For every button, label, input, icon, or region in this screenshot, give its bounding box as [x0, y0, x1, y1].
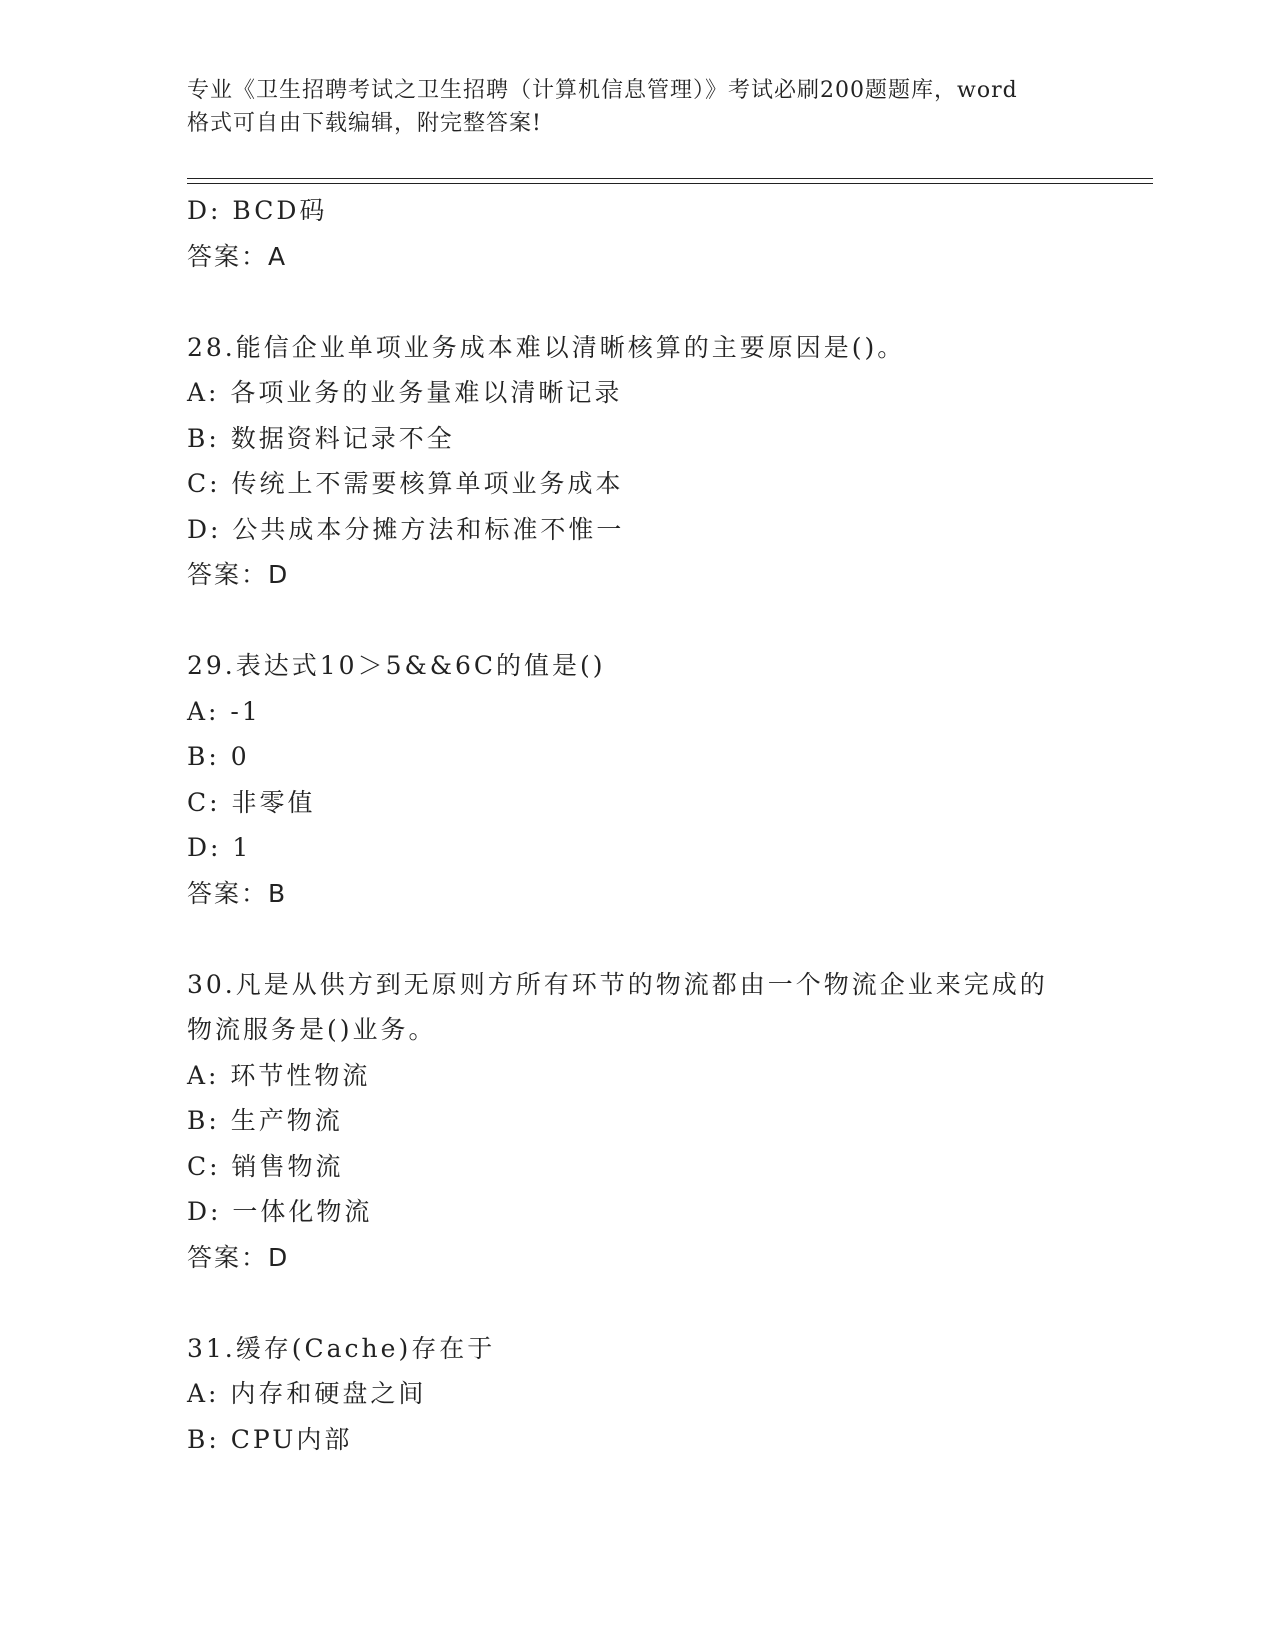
question-stem: 29.表达式10＞5&&6C的值是()	[187, 651, 606, 680]
question-stem: 31.缓存(Cache)存在于	[187, 1333, 496, 1363]
option-a: A: 内存和硬盘之间	[187, 1379, 427, 1408]
option-a: A: -1	[187, 696, 261, 726]
question-stem: 28.能信企业单项业务成本难以清晰核算的主要原因是()。	[187, 332, 906, 362]
answer: 答案：B	[187, 878, 288, 908]
option-b: B: 0	[187, 742, 250, 771]
header-divider-top	[187, 178, 1153, 179]
question-stem-line-1: 30.凡是从供方到无原则方所有环节的物流都由一个物流企业来完成的	[187, 969, 1048, 999]
spacer	[187, 598, 1087, 644]
option-a: A: 环节性物流	[187, 1060, 371, 1090]
option-a: A: 各项业务的业务量难以清晰记录	[187, 378, 623, 407]
option-c: C: 非零值	[187, 787, 316, 817]
answer: 答案：D	[187, 560, 290, 589]
option-d: D: BCD码	[187, 196, 328, 225]
header-divider-bottom	[187, 183, 1153, 184]
document-header	[187, 74, 1087, 140]
question-28	[187, 325, 1087, 598]
question-list	[187, 188, 1087, 1462]
option-c: C: 传统上不需要核算单项业务成本	[187, 469, 624, 498]
option-d: D: 公共成本分摊方法和标准不惟一	[187, 514, 625, 544]
spacer	[187, 1280, 1087, 1326]
option-b: B: 生产物流	[187, 1106, 343, 1135]
option-c: C: 销售物流	[187, 1151, 344, 1181]
question-27-tail	[187, 188, 1087, 279]
option-d: D: 1	[187, 833, 252, 862]
question-stem-line-2: 物流服务是()业务。	[187, 1015, 437, 1044]
option-b: B: 数据资料记录不全	[187, 423, 455, 453]
spacer	[187, 279, 1087, 325]
header-line-1: 专业《卫生招聘考试之卫生招聘（计算机信息管理）》考试必刷200题题库，word	[187, 78, 1018, 103]
header-line-2: 格式可自由下载编辑，附完整答案!	[187, 111, 542, 136]
question-30	[187, 962, 1087, 1281]
option-b: B: CPU内部	[187, 1424, 353, 1454]
option-d: D: 一体化物流	[187, 1197, 373, 1226]
question-29	[187, 643, 1087, 916]
answer: 答案：D	[187, 1242, 290, 1272]
spacer	[187, 916, 1087, 962]
question-31	[187, 1326, 1087, 1463]
answer: 答案：A	[187, 241, 288, 271]
